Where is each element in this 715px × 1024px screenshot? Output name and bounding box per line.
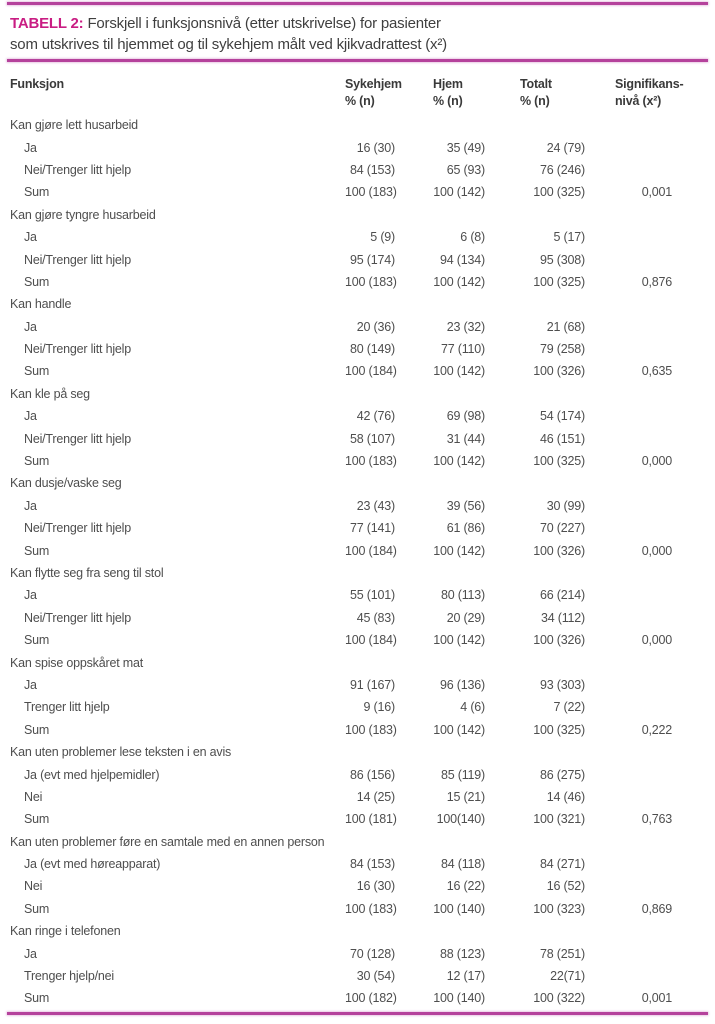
table-header-row (10, 76, 682, 110)
cell-totalt: 100 (325) (533, 185, 585, 200)
row-label: Sum (24, 543, 50, 558)
row-label: Ja (24, 677, 37, 692)
cell-sykehjem: 100 (183) (345, 722, 397, 737)
table-row (10, 607, 682, 629)
section-row (10, 741, 682, 763)
row-label: Ja (24, 946, 37, 961)
cell-sykehjem: 58 (107) (350, 431, 395, 446)
table-number-label: TABELL 2: (10, 15, 84, 32)
cell-totalt: 100 (326) (533, 543, 585, 558)
cell-hjem: 100 (140) (433, 901, 485, 916)
row-label: Sum (24, 274, 50, 289)
cell-signifikans: 0,000 (641, 454, 672, 469)
row-label: Sum (24, 454, 50, 469)
section-row (10, 383, 682, 405)
cell-sykehjem: 9 (16) (363, 700, 395, 715)
section-label: Kan gjøre tyngre husarbeid (10, 207, 156, 222)
caption-text-line2: som utskrives til hjemmet og til sykehjem målt ved kjikvadrattest (x²) (10, 36, 447, 53)
section-row (10, 293, 682, 315)
cell-sykehjem: 100 (183) (345, 274, 397, 289)
section-label: Kan gjøre lett husarbeid (10, 118, 138, 133)
table-row (10, 495, 682, 517)
table-row (10, 696, 682, 718)
cell-hjem: 100 (142) (433, 454, 485, 469)
row-label: Ja (24, 140, 37, 155)
column-header-signifikans: Signifikans- nivå (x²) (615, 77, 684, 108)
table-row (10, 405, 682, 427)
cell-hjem: 85 (119) (440, 767, 485, 782)
cell-signifikans: 0,000 (641, 543, 672, 558)
cell-sykehjem: 100 (183) (345, 185, 397, 200)
cell-sykehjem: 16 (30) (356, 879, 395, 894)
table-row (10, 248, 682, 270)
row-label: Sum (24, 812, 50, 827)
bottom-rule (7, 1012, 708, 1015)
column-header-hjem: Hjem % (n) (433, 77, 463, 108)
cell-sykehjem: 77 (141) (350, 521, 395, 536)
table-row (10, 629, 682, 651)
table-row (10, 719, 682, 741)
row-label: Sum (24, 633, 50, 648)
cell-hjem: 77 (110) (440, 342, 485, 357)
row-label: Ja (24, 230, 37, 245)
cell-signifikans: 0,000 (641, 633, 672, 648)
section-row (10, 831, 682, 853)
cell-sykehjem: 100 (184) (345, 543, 397, 558)
cell-hjem: 88 (123) (440, 946, 485, 961)
table-row (10, 181, 682, 203)
section-row (10, 651, 682, 673)
cell-hjem: 16 (22) (446, 879, 485, 894)
cell-hjem: 6 (8) (460, 230, 485, 245)
column-header-totalt: Totalt % (n) (520, 77, 552, 108)
cell-hjem: 65 (93) (446, 162, 485, 177)
cell-totalt: 66 (214) (540, 588, 585, 603)
cell-totalt: 100 (326) (533, 364, 585, 379)
cell-totalt: 16 (52) (546, 879, 585, 894)
cell-sykehjem: 100 (181) (345, 812, 397, 827)
table-row (10, 450, 682, 472)
section-label: Kan flytte seg fra seng til stol (10, 566, 164, 580)
cell-hjem: 4 (6) (460, 700, 485, 715)
table-row (10, 539, 682, 561)
cell-hjem: 96 (136) (440, 677, 485, 692)
cell-hjem: 100 (142) (433, 185, 485, 200)
cell-signifikans: 0,869 (641, 901, 672, 916)
table-row (10, 875, 682, 897)
cell-totalt: 24 (79) (546, 140, 585, 155)
cell-sykehjem: 30 (54) (356, 969, 395, 984)
row-label: Ja (evt med hjelpemidler) (24, 767, 160, 782)
row-label: Nei/Trenger litt hjelp (24, 162, 131, 177)
cell-hjem: 61 (86) (446, 521, 485, 536)
cell-sykehjem: 70 (128) (350, 946, 395, 961)
table-row (10, 763, 682, 785)
section-row (10, 472, 682, 494)
cell-sykehjem: 5 (9) (370, 230, 395, 245)
cell-totalt: 54 (174) (540, 409, 585, 424)
table-caption (10, 13, 700, 55)
cell-sykehjem: 84 (153) (350, 162, 395, 177)
cell-hjem: 39 (56) (446, 498, 485, 513)
cell-hjem: 100 (140) (433, 991, 485, 1006)
table-row (10, 338, 682, 360)
row-label: Trenger litt hjelp (24, 700, 110, 715)
cell-totalt: 30 (99) (546, 498, 585, 513)
cell-hjem: 84 (118) (440, 857, 485, 872)
section-label: Kan dusje/vaske seg (10, 476, 122, 491)
table-row (10, 584, 682, 606)
cell-sykehjem: 23 (43) (356, 498, 395, 513)
row-label: Nei/Trenger litt hjelp (24, 252, 131, 267)
cell-signifikans: 0,763 (641, 812, 672, 827)
cell-hjem: 94 (134) (440, 252, 485, 267)
cell-totalt: 100 (325) (533, 274, 585, 289)
caption-divider-rule (7, 59, 708, 62)
cell-signifikans: 0,222 (641, 722, 672, 737)
table-row (10, 517, 682, 539)
cell-hjem: 100 (142) (433, 633, 485, 648)
cell-totalt: 100 (322) (533, 991, 585, 1006)
row-label: Nei/Trenger litt hjelp (24, 521, 131, 536)
section-label: Kan ringe i telefonen (10, 924, 121, 939)
table-row (10, 786, 682, 808)
row-label: Sum (24, 991, 50, 1006)
cell-totalt: 7 (22) (553, 700, 585, 715)
cell-hjem: 100(140) (436, 812, 485, 827)
cell-sykehjem: 80 (149) (350, 342, 395, 357)
cell-sykehjem: 86 (156) (350, 767, 395, 782)
cell-totalt: 95 (308) (540, 252, 585, 267)
cell-sykehjem: 45 (83) (356, 610, 395, 625)
cell-totalt: 78 (251) (540, 946, 585, 961)
cell-totalt: 70 (227) (540, 521, 585, 536)
row-label: Ja (24, 409, 37, 424)
cell-totalt: 84 (271) (540, 857, 585, 872)
cell-sykehjem: 42 (76) (356, 409, 395, 424)
cell-hjem: 69 (98) (446, 409, 485, 424)
row-label: Ja (24, 498, 37, 513)
section-row (10, 920, 682, 942)
table-row (10, 808, 682, 830)
row-label: Sum (24, 722, 50, 737)
row-label: Sum (24, 185, 50, 200)
row-label: Sum (24, 364, 50, 379)
cell-hjem: 100 (142) (433, 274, 485, 289)
table-row (10, 316, 682, 338)
table-row (10, 427, 682, 449)
row-label: Nei/Trenger litt hjelp (24, 431, 131, 446)
cell-totalt: 100 (323) (533, 901, 585, 916)
row-label: Ja (evt med høreapparat) (24, 857, 161, 872)
cell-hjem: 20 (29) (446, 610, 485, 625)
cell-hjem: 35 (49) (446, 140, 485, 155)
top-rule (7, 2, 708, 5)
section-row (10, 204, 682, 226)
section-label: Kan kle på seg (10, 386, 90, 401)
table-row (10, 271, 682, 293)
cell-totalt: 76 (246) (540, 162, 585, 177)
row-label: Nei (24, 789, 43, 804)
cell-totalt: 79 (258) (540, 342, 585, 357)
cell-hjem: 31 (44) (446, 431, 485, 446)
section-label: Kan spise oppskåret mat (10, 655, 143, 670)
caption-text-line1: Forskjell i funksjonsnivå (etter utskrivelse) for pasienter (83, 15, 441, 32)
cell-totalt: 100 (325) (533, 722, 585, 737)
row-label: Ja (24, 319, 37, 334)
cell-signifikans: 0,876 (641, 274, 672, 289)
cell-sykehjem: 95 (174) (350, 252, 395, 267)
cell-hjem: 100 (142) (433, 722, 485, 737)
cell-signifikans: 0,635 (641, 364, 672, 379)
cell-totalt: 93 (303) (540, 677, 585, 692)
cell-sykehjem: 84 (153) (350, 857, 395, 872)
section-label: Kan handle (10, 297, 72, 312)
table-row (10, 360, 682, 382)
table-row (10, 159, 682, 181)
cell-totalt: 100 (325) (533, 454, 585, 469)
table-body (10, 114, 682, 1010)
cell-sykehjem: 100 (184) (345, 364, 397, 379)
cell-sykehjem: 14 (25) (356, 789, 395, 804)
row-label: Nei/Trenger litt hjelp (24, 342, 131, 357)
cell-sykehjem: 91 (167) (350, 677, 395, 692)
cell-totalt: 100 (326) (533, 633, 585, 648)
cell-totalt: 46 (151) (540, 431, 585, 446)
cell-hjem: 12 (17) (446, 969, 485, 984)
cell-hjem: 80 (113) (440, 588, 485, 603)
cell-hjem: 100 (142) (433, 364, 485, 379)
row-label: Sum (24, 901, 50, 916)
cell-totalt: 86 (275) (540, 767, 585, 782)
cell-totalt: 21 (68) (546, 319, 585, 334)
cell-hjem: 100 (142) (433, 543, 485, 558)
table-row (10, 987, 682, 1009)
row-label: Nei/Trenger litt hjelp (24, 610, 131, 625)
section-row (10, 114, 682, 136)
cell-totalt: 14 (46) (546, 789, 585, 804)
cell-totalt: 100 (321) (533, 812, 585, 827)
table-row (10, 674, 682, 696)
row-label: Ja (24, 588, 37, 603)
cell-hjem: 15 (21) (446, 789, 485, 804)
column-header-sykehjem: Sykehjem % (n) (345, 77, 402, 108)
cell-sykehjem: 100 (184) (345, 633, 397, 648)
cell-totalt: 22(71) (550, 969, 585, 984)
column-header-funksjon: Funksjon (10, 77, 64, 91)
table-row (10, 942, 682, 964)
cell-sykehjem: 100 (183) (345, 901, 397, 916)
cell-totalt: 5 (17) (553, 230, 585, 245)
section-label: Kan uten problemer føre en samtale med en annen person (10, 834, 325, 849)
cell-signifikans: 0,001 (641, 185, 672, 200)
table-row (10, 136, 682, 158)
cell-sykehjem: 100 (183) (345, 454, 397, 469)
table-row (10, 898, 682, 920)
row-label: Trenger hjelp/nei (24, 969, 114, 984)
cell-totalt: 34 (112) (540, 610, 585, 625)
row-label: Nei (24, 879, 43, 894)
cell-sykehjem: 55 (101) (350, 588, 395, 603)
section-label: Kan uten problemer lese teksten i en avis (10, 745, 232, 760)
cell-sykehjem: 100 (182) (345, 991, 397, 1006)
cell-signifikans: 0,001 (641, 991, 672, 1006)
section-row (10, 562, 682, 584)
table-row (10, 226, 682, 248)
cell-sykehjem: 20 (36) (356, 319, 395, 334)
cell-sykehjem: 16 (30) (356, 140, 395, 155)
cell-hjem: 23 (32) (446, 319, 485, 334)
table-row (10, 853, 682, 875)
table-row (10, 965, 682, 987)
